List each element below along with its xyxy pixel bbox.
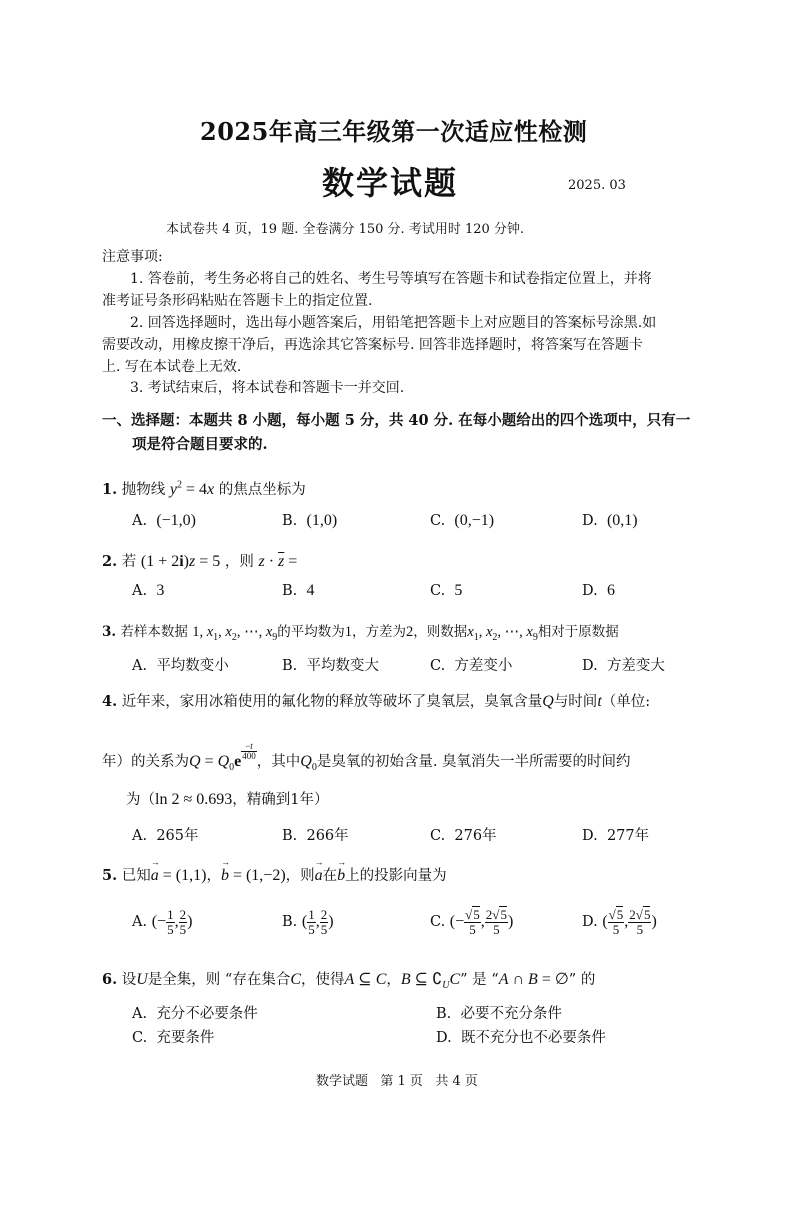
question-5: 5. 已知→ a = (1,1)，→ b = (1,−2)，则→ a在→ b上的投影向量为 <box>102 864 447 885</box>
exam-info: 本试卷共 4 页，19 题. 全卷满分 150 分. 考试用时 120 分钟. <box>166 222 525 237</box>
option-b: B. 4 <box>282 582 315 599</box>
question-text: 若 <box>121 554 137 570</box>
question-4-line-3: 为（ln 2 ≈ 0.693，精确到1年） <box>126 791 329 808</box>
question-number: 2. <box>102 553 118 570</box>
option-c: C. 276年 <box>430 828 497 844</box>
option-c: C. 方差变小 <box>430 658 513 674</box>
option-c: C. (− $\frac{√5}{5}$ , $\frac{2√5}{5}$ ) <box>430 907 514 937</box>
option-d: D. ( $\frac{√5}{5}$ , $\frac{2√5}{5}$ ) <box>582 907 657 937</box>
subject-title: 数学试题 <box>322 164 459 202</box>
option-a: A. 充分不必要条件 <box>132 1006 258 1022</box>
option-d: D. 既不充分也不必要条件 <box>436 1030 606 1046</box>
exam-date: 2025. 03 <box>568 178 626 193</box>
section-heading: 一、选择题：本题共 8 小题，每小题 5 分，共 40 分. 在每小题给出的四个选项中，只有一 <box>102 412 691 429</box>
question-1: 1. 抛物线 $y^2 = 4x$ 的焦点坐标为 <box>102 479 306 498</box>
note-line: 3. 考试结束后，将本试卷和答题卡一并交回. <box>130 380 405 396</box>
option-a: A. 平均数变小 <box>132 658 229 674</box>
question-2: 2. 若 (1 + 2i)z = 5 ，则 $z \cdot \overline{z}$ = <box>102 553 298 570</box>
question-4: 4. 近年来，家用冰箱使用的氟化物的释放等破坏了臭氧层，臭氧含量Q与时间t（单位: <box>102 693 651 710</box>
notes-heading: 注意事项: <box>102 249 163 265</box>
option-b: B. 必要不充分条件 <box>436 1006 562 1022</box>
option-c: C. 充要条件 <box>132 1030 215 1046</box>
option-d: D. 方差变大 <box>582 658 665 674</box>
option-b: B. (1,0) <box>282 512 338 529</box>
note-line: 准考证号条形码粘贴在答题卡上的指定位置. <box>102 293 373 309</box>
note-line: 上. 写在本试卷上无效. <box>102 359 242 375</box>
option-d: D. 6 <box>582 582 615 599</box>
question-text: 抛物线 <box>121 482 166 498</box>
section-heading-cont: 项是符合题目要求的. <box>132 436 268 453</box>
question-4-line-2: 年）的关系为$Q = Q_0e$ $^{\frac{-t}{400}}$ ，其中$Q_0$是臭氧的初始含量. 臭氧消失一半所需要的时间约 <box>102 741 631 774</box>
question-text: 若样本数据 <box>120 624 188 640</box>
question-number: 4. <box>102 693 118 710</box>
question-text: ，则 <box>224 554 254 570</box>
option-b: B. ( $\frac{1}{5}$ , $\frac{2}{5}$ ) <box>282 907 334 937</box>
option-d: D. 277年 <box>582 828 650 844</box>
option-a: A. 3 <box>132 582 165 599</box>
question-number: 6. <box>102 971 118 988</box>
question-number: 1. <box>102 481 118 498</box>
option-a: A. (−1,0) <box>132 512 196 529</box>
option-b: B. 平均数变大 <box>282 658 379 674</box>
question-6: 6. 设U是全集，则 “存在集合C，使得A ⊆ C，B ⊆ $∁_UC$” 是 “A ∩ B = ∅” 的 <box>102 971 596 992</box>
option-c: C. 5 <box>430 582 463 599</box>
option-b: B. 266年 <box>282 828 349 844</box>
option-a: A. 265年 <box>132 828 199 844</box>
question-number: 5. <box>102 867 118 884</box>
exam-title: 2025年高三年级第一次适应性检测 <box>200 117 588 146</box>
option-a: A. (− $\frac{1}{5}$ , $\frac{2}{5}$ ) <box>132 907 193 937</box>
question-3: 3. 若样本数据 1, $x_1$, $x_2$, ⋯, $x_9$的平均数为1，方差为2，则数据$x_1$, $x_2$, ⋯, $x_9$相对于原数据 <box>102 624 619 643</box>
note-line: 需要改动，用橡皮擦干净后，再选涂其它答案标号. 回答非选择题时，将答案写在答题卡 <box>102 337 643 353</box>
question-number: 3. <box>102 624 117 640</box>
note-line: 1. 答卷前，考生务必将自己的姓名、考生号等填写在答题卡和试卷指定位置上，并将 <box>130 271 652 287</box>
page-footer: 数学试题 第 1 页 共 4 页 <box>316 1074 478 1089</box>
option-d: D. (0,1) <box>582 512 638 529</box>
question-text: 的焦点坐标为 <box>218 482 306 498</box>
note-line: 2. 回答选择题时，选出每小题答案后，用铅笔把答题卡上对应题目的答案标号涂黑.如 <box>130 315 657 331</box>
option-c: C. (0,−1) <box>430 512 495 529</box>
